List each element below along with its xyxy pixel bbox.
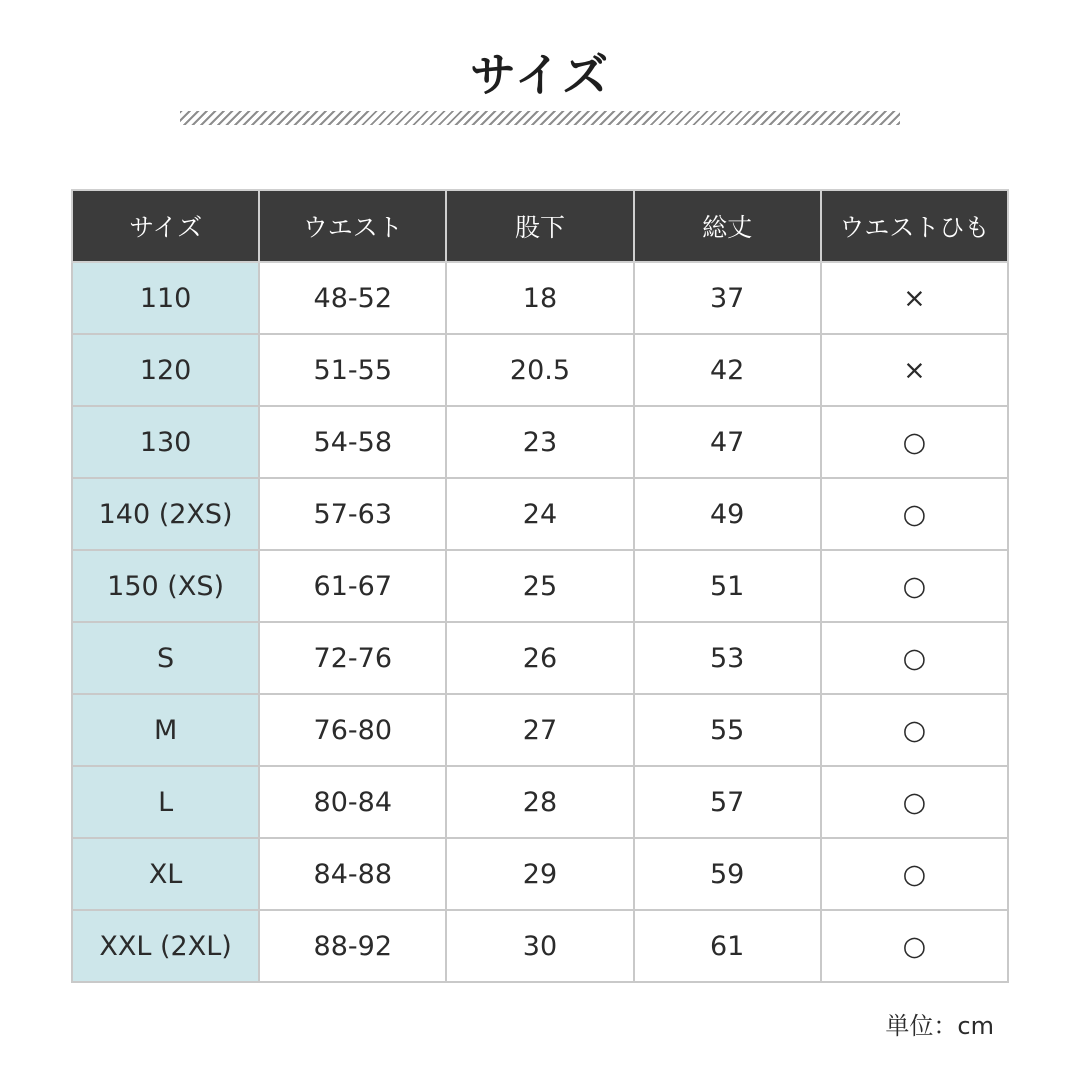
table-row	[72, 910, 1008, 982]
cell-inseam: 23	[446, 406, 633, 478]
cell-size: 120	[72, 334, 259, 406]
cell-waist-cord: ×	[821, 334, 1008, 406]
cell-total-length: 55	[634, 694, 821, 766]
table-body	[72, 262, 1008, 982]
table-header	[72, 190, 1008, 262]
cell-waist: 61-67	[259, 550, 446, 622]
table-row	[72, 262, 1008, 334]
cell-total-length: 49	[634, 478, 821, 550]
header-waist: ウエスト	[259, 190, 446, 262]
header-size: サイズ	[72, 190, 259, 262]
cell-total-length: 57	[634, 766, 821, 838]
cell-waist: 76-80	[259, 694, 446, 766]
cell-inseam: 29	[446, 838, 633, 910]
cell-total-length: 42	[634, 334, 821, 406]
cell-inseam: 26	[446, 622, 633, 694]
table-row	[72, 622, 1008, 694]
cell-waist-cord: ○	[821, 478, 1008, 550]
cell-total-length: 61	[634, 910, 821, 982]
cell-size: XL	[72, 838, 259, 910]
header-row	[72, 190, 1008, 262]
header-inseam: 股下	[446, 190, 633, 262]
cell-total-length: 59	[634, 838, 821, 910]
cell-total-length: 47	[634, 406, 821, 478]
cell-waist-cord: ○	[821, 406, 1008, 478]
unit-note: 単位：cm	[885, 1012, 994, 1040]
table-row	[72, 334, 1008, 406]
cell-inseam: 25	[446, 550, 633, 622]
cell-inseam: 20.5	[446, 334, 633, 406]
page-title: サイズ	[469, 48, 611, 102]
table-row	[72, 406, 1008, 478]
cell-inseam: 18	[446, 262, 633, 334]
cell-waist: 88-92	[259, 910, 446, 982]
cell-waist-cord: ○	[821, 550, 1008, 622]
cell-waist-cord: ○	[821, 766, 1008, 838]
cell-waist: 80-84	[259, 766, 446, 838]
cell-inseam: 27	[446, 694, 633, 766]
table-row	[72, 766, 1008, 838]
cell-size: XXL (2XL)	[72, 910, 259, 982]
cell-size: 150 (XS)	[72, 550, 259, 622]
cell-size: L	[72, 766, 259, 838]
cell-size: S	[72, 622, 259, 694]
cell-waist-cord: ○	[821, 622, 1008, 694]
header-waist-cord: ウエストひも	[821, 190, 1008, 262]
cell-waist-cord: ○	[821, 694, 1008, 766]
cell-total-length: 53	[634, 622, 821, 694]
cell-waist: 48-52	[259, 262, 446, 334]
table-row	[72, 550, 1008, 622]
cell-waist-cord: ○	[821, 838, 1008, 910]
cell-waist: 51-55	[259, 334, 446, 406]
title-stripe-divider	[180, 111, 900, 125]
cell-size: 130	[72, 406, 259, 478]
cell-waist-cord: ×	[821, 262, 1008, 334]
cell-waist-cord: ○	[821, 910, 1008, 982]
table-row	[72, 838, 1008, 910]
size-chart-table	[71, 189, 1009, 983]
cell-total-length: 51	[634, 550, 821, 622]
cell-waist: 54-58	[259, 406, 446, 478]
cell-total-length: 37	[634, 262, 821, 334]
cell-inseam: 28	[446, 766, 633, 838]
cell-size: 110	[72, 262, 259, 334]
table-row	[72, 478, 1008, 550]
cell-inseam: 30	[446, 910, 633, 982]
cell-size: M	[72, 694, 259, 766]
header-total-length: 総丈	[634, 190, 821, 262]
cell-size: 140 (2XS)	[72, 478, 259, 550]
table-row	[72, 694, 1008, 766]
cell-waist: 84-88	[259, 838, 446, 910]
cell-waist: 57-63	[259, 478, 446, 550]
cell-waist: 72-76	[259, 622, 446, 694]
cell-inseam: 24	[446, 478, 633, 550]
